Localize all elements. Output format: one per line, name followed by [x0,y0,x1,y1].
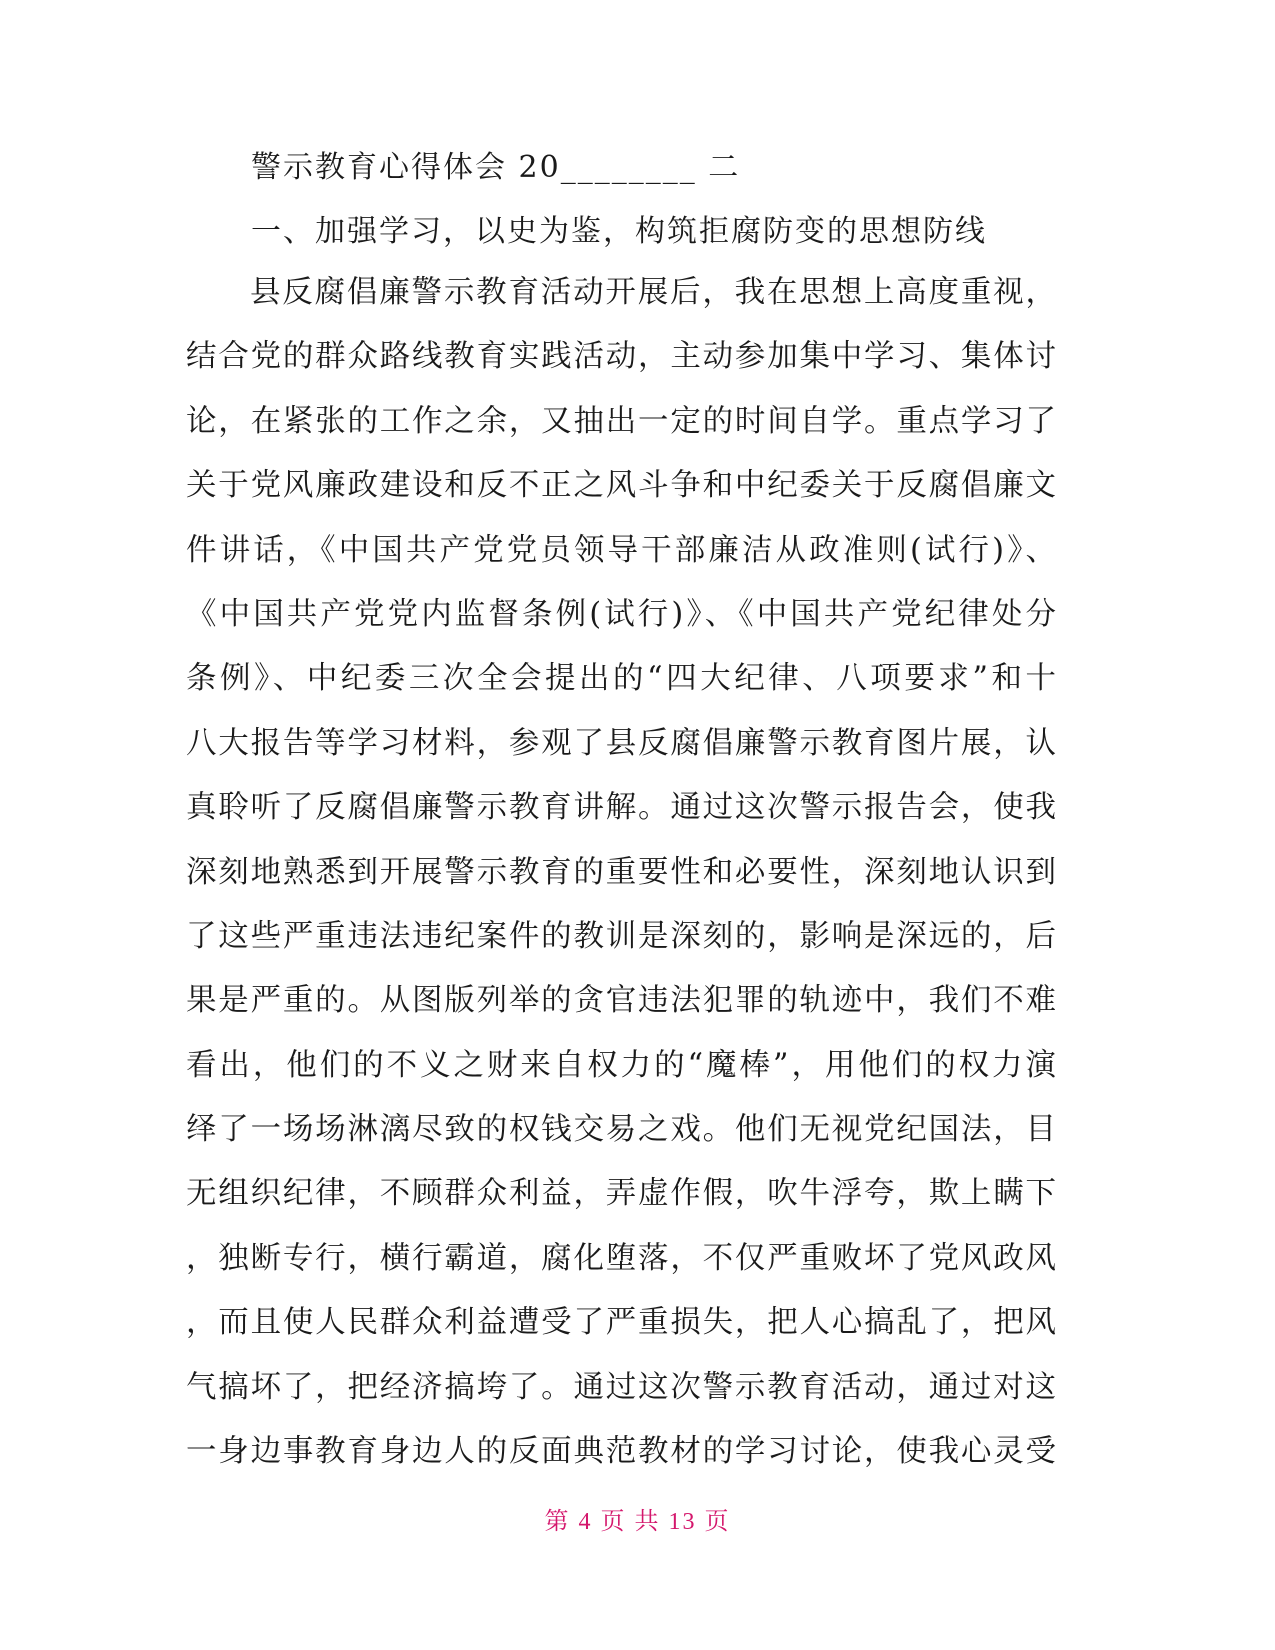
document-title: 警示教育心得体会 20________ 二 [251,150,741,185]
body-line: 真聆听了反腐倡廉警示教育讲解。通过这次警示报告会，使我 [186,790,1056,826]
body-line: 深刻地熟悉到开展警示教育的重要性和必要性，深刻地认识到 [186,854,1056,890]
body-line: 八大报告等学习材料，参观了县反腐倡廉警示教育图片展，认 [186,725,1056,761]
body-line: 关于党风廉政建设和反不正之风斗争和中纪委关于反腐倡廉文 [186,468,1056,504]
body-line: 了这些严重违法违纪案件的教训是深刻的，影响是深远的，后 [186,918,1056,954]
page-number-footer: 第 4 页 共 13 页 [544,1509,731,1535]
body-line: ，而且使人民群众利益遭受了严重损失，把人心搞乱了，把风 [186,1305,1056,1341]
body-line: 果是严重的。从图版列举的贪官违法犯罪的轨迹中，我们不难 [186,983,1056,1019]
body-line: 气搞坏了，把经济搞垮了。通过这次警示教育活动，通过对这 [186,1369,1056,1405]
body-line: 县反腐倡廉警示教育活动开展后，我在思想上高度重视， [250,275,1056,310]
body-line: ，独断专行，横行霸道，腐化堕落，不仅严重败坏了党风政风 [186,1240,1056,1276]
body-line: 条例》、中纪委三次全会提出的“四大纪律、八项要求”和十 [186,661,1056,697]
body-line: 一身边事教育身边人的反面典范教材的学习讨论，使我心灵受 [186,1434,1056,1470]
body-text [186,273,1056,1496]
body-line: 论，在紧张的工作之余，又抽出一定的时间自学。重点学习了 [186,403,1056,439]
body-line: 无组织纪律，不顾群众利益，弄虚作假，吹牛浮夸，欺上瞒下 [186,1176,1056,1212]
body-line: 《中国共产党党内监督条例(试行)》、《中国共产党纪律处分 [186,596,1056,632]
body-line: 件讲话，《中国共产党党员领导干部廉洁从政准则(试行)》、 [186,532,1056,568]
section-heading: 一、加强学习，以史为鉴，构筑拒腐防变的思想防线 [251,214,987,249]
body-line: 绎了一场场淋漓尽致的权钱交易之戏。他们无视党纪国法，目 [186,1112,1056,1148]
body-line: 结合党的群众路线教育实践活动，主动参加集中学习、集体讨 [186,339,1056,375]
body-line: 看出，他们的不义之财来自权力的“魔棒”，用他们的权力演 [186,1047,1056,1083]
